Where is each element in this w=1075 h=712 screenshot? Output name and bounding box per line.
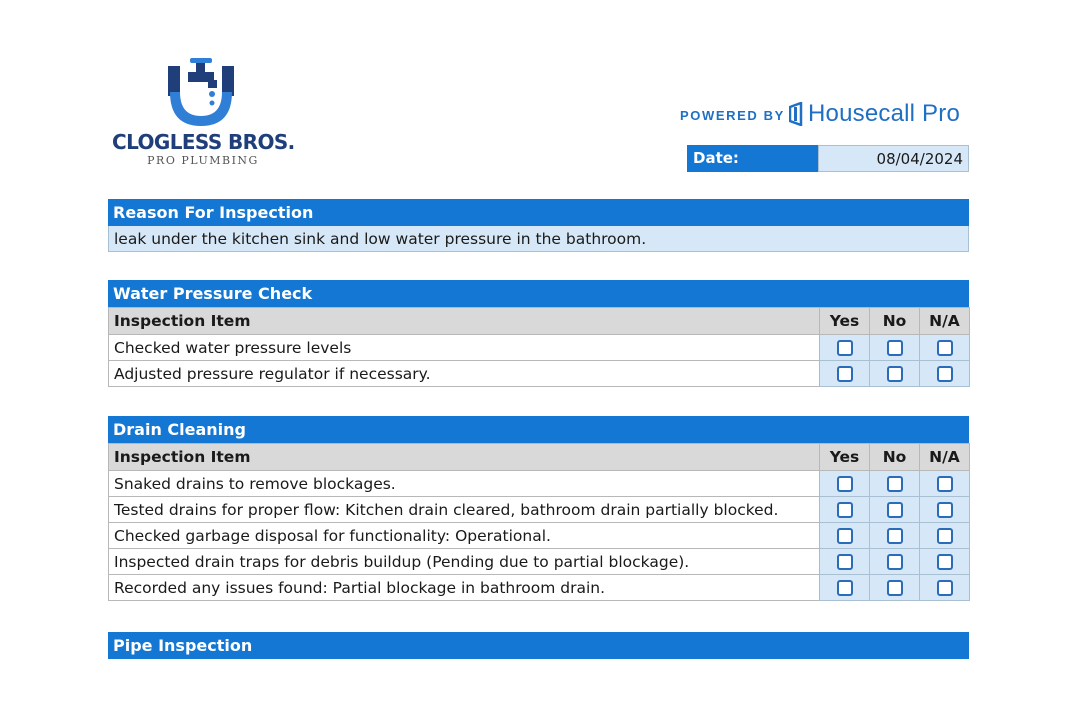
drain-cleaning-title: Drain Cleaning [108, 416, 969, 443]
pipe-inspection-section [108, 632, 969, 659]
inspection-item-text: Snaked drains to remove blockages. [109, 471, 820, 497]
table-header-row [109, 308, 970, 335]
col-na: N/A [920, 444, 970, 471]
reason-text[interactable]: leak under the kitchen sink and low water pressure in the bathroom. [108, 226, 969, 252]
table-row [109, 575, 970, 601]
na-checkbox[interactable] [937, 554, 953, 570]
no-checkbox[interactable] [887, 476, 903, 492]
inspection-item-text: Recorded any issues found: Partial blockage in bathroom drain. [109, 575, 820, 601]
powered-by-badge [680, 100, 970, 130]
no-checkbox[interactable] [887, 366, 903, 382]
drain-cleaning-section [108, 416, 969, 601]
yes-checkbox[interactable] [837, 528, 853, 544]
no-checkbox[interactable] [887, 502, 903, 518]
pipe-inspection-title: Pipe Inspection [108, 632, 969, 659]
water-pressure-section [108, 280, 969, 387]
na-checkbox[interactable] [937, 502, 953, 518]
na-checkbox[interactable] [937, 528, 953, 544]
date-label: Date: [687, 145, 818, 172]
inspection-item-text: Inspected drain traps for debris buildup (Pending due to partial blockage). [109, 549, 820, 575]
table-row [109, 471, 970, 497]
reason-title: Reason For Inspection [108, 199, 969, 226]
faucet-pipe-icon [168, 58, 238, 128]
company-name: CLOGLESS BROS. [112, 130, 295, 154]
housecall-pro-logo-icon [789, 102, 803, 126]
company-logo [112, 58, 294, 170]
col-inspection-item: Inspection Item [109, 308, 820, 335]
col-no: No [870, 444, 920, 471]
table-row [109, 497, 970, 523]
inspection-item-text: Tested drains for proper flow: Kitchen drain cleared, bathroom drain partially blocked. [109, 497, 820, 523]
date-row [687, 145, 969, 172]
table-row [109, 549, 970, 575]
col-yes: Yes [820, 308, 870, 335]
powered-by-label: POWERED BY [680, 108, 785, 123]
date-value[interactable]: 08/04/2024 [818, 145, 969, 172]
yes-checkbox[interactable] [837, 340, 853, 356]
na-checkbox[interactable] [937, 340, 953, 356]
col-yes: Yes [820, 444, 870, 471]
table-row [109, 335, 970, 361]
no-checkbox[interactable] [887, 528, 903, 544]
company-subtitle: PRO PLUMBING [147, 154, 259, 167]
na-checkbox[interactable] [937, 580, 953, 596]
no-checkbox[interactable] [887, 580, 903, 596]
powered-by-brand: Housecall Pro [808, 100, 961, 127]
water-pressure-title: Water Pressure Check [108, 280, 969, 307]
table-row [109, 361, 970, 387]
no-checkbox[interactable] [887, 554, 903, 570]
yes-checkbox[interactable] [837, 554, 853, 570]
yes-checkbox[interactable] [837, 476, 853, 492]
reason-section [108, 199, 969, 252]
col-inspection-item: Inspection Item [109, 444, 820, 471]
yes-checkbox[interactable] [837, 366, 853, 382]
inspection-item-text: Checked garbage disposal for functionality: Operational. [109, 523, 820, 549]
col-na: N/A [920, 308, 970, 335]
water-pressure-table [108, 307, 970, 387]
na-checkbox[interactable] [937, 366, 953, 382]
inspection-item-text: Adjusted pressure regulator if necessary. [109, 361, 820, 387]
drain-cleaning-table [108, 443, 970, 601]
col-no: No [870, 308, 920, 335]
no-checkbox[interactable] [887, 340, 903, 356]
yes-checkbox[interactable] [837, 502, 853, 518]
na-checkbox[interactable] [937, 476, 953, 492]
inspection-item-text: Checked water pressure levels [109, 335, 820, 361]
table-row [109, 523, 970, 549]
yes-checkbox[interactable] [837, 580, 853, 596]
table-header-row [109, 444, 970, 471]
